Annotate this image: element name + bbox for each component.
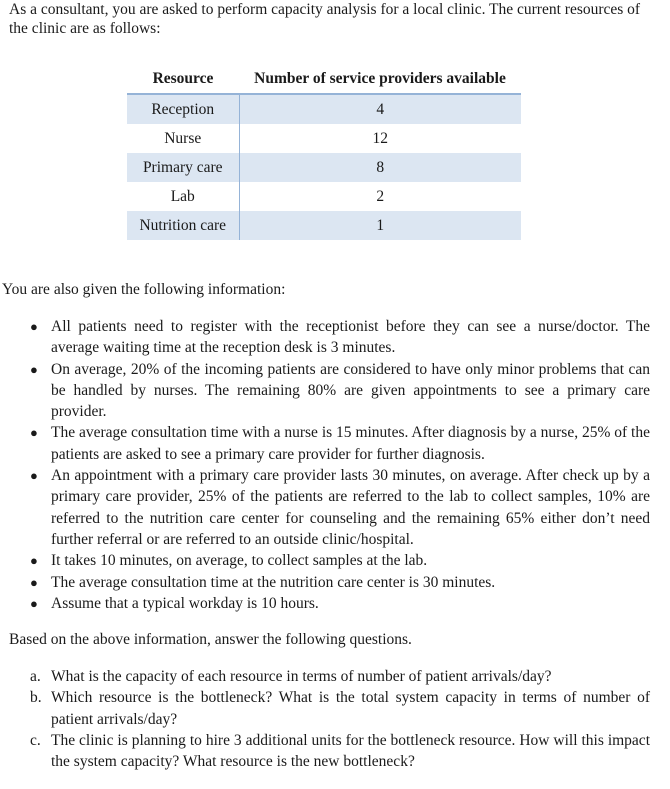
- intro-paragraph: As a consultant, you are asked to perform capacity analysis for a local clinic. The current resources of the clinic are as follows:: [9, 1, 641, 37]
- list-item: [30, 422, 650, 465]
- bullet-icon: ●: [30, 468, 38, 484]
- given-info-heading: You are also given the following information:: [2, 281, 286, 298]
- count-cell: 8: [239, 153, 521, 182]
- bullet-icon: ●: [30, 319, 38, 334]
- count-cell: 12: [372, 129, 388, 147]
- list-item-text: An appointment with a primary care provider lasts 30 minutes, on average. After check up by a primary care provider, 25% of the patients are referred to the lab to collect samples, 10% are referred to the nutrition care center for counseling and the remaining 65% either don’t need further referral or are referred to an outside clinic/hospital.: [51, 467, 650, 548]
- list-item-text: The average consultation time at the nutrition care center is 30 minutes.: [51, 573, 496, 591]
- list-item-text: Assume that a typical workday is 10 hours.: [51, 594, 319, 612]
- list-item-text: All patients need to register with the receptionist before they can see a nurse/doctor. The average waiting time at the reception desk is 3 minutes.: [51, 318, 650, 357]
- count-cell: 2: [376, 187, 385, 205]
- bullet-icon: ●: [30, 361, 38, 377]
- question-text: Which resource is the bottleneck? What is the total system capacity in terms of number of patient arrivals/day?: [51, 689, 650, 728]
- list-item: [30, 572, 650, 593]
- list-item: [30, 593, 650, 614]
- questions-list: [30, 666, 650, 772]
- question-item: [30, 730, 650, 773]
- resource-table: [127, 64, 521, 240]
- list-item: [30, 316, 650, 359]
- bullet-icon: ●: [30, 553, 38, 569]
- info-list: [30, 316, 650, 614]
- table-header-row: [127, 64, 521, 94]
- question-letter: a.: [30, 668, 41, 685]
- list-item-text: The average consultation time with a nurse is 15 minutes. After diagnosis by a nurse, 25% of the patients are asked to see a primary care provider for further diagnosis.: [51, 424, 650, 463]
- table-row: [127, 153, 521, 182]
- resource-cell: Nurse: [127, 124, 239, 153]
- list-item: [30, 550, 650, 571]
- question-item: [30, 666, 650, 687]
- table-row: [127, 124, 521, 153]
- table-row: [127, 211, 521, 240]
- table-row: [127, 94, 521, 124]
- count-cell: 4: [239, 94, 521, 124]
- resource-cell: Nutrition care: [127, 211, 239, 240]
- question-item: [30, 687, 650, 730]
- question-letter: c.: [30, 731, 41, 749]
- questions-heading: Based on the above information, answer the following questions.: [9, 631, 412, 648]
- table-row: [127, 182, 521, 211]
- resource-cell: Lab: [127, 182, 239, 211]
- question-text: The clinic is planning to hire 3 additional units for the bottleneck resource. How will this impact the system capacity? What resource is the new bottleneck?: [51, 731, 650, 771]
- question-text: What is the capacity of each resource in terms of number of patient arrivals/day?: [51, 668, 552, 685]
- list-item-text: It takes 10 minutes, on average, to collect samples at the lab.: [51, 552, 428, 570]
- count-cell: 1: [239, 211, 521, 240]
- question-letter: b.: [30, 689, 42, 707]
- resource-cell: Reception: [127, 94, 239, 124]
- header-resource: Resource: [152, 69, 214, 87]
- list-item: [30, 465, 650, 550]
- bullet-icon: ●: [30, 425, 38, 441]
- list-item-text: On average, 20% of the incoming patients are considered to have only minor problems that can be handled by nurses. The remaining 80% are given appointments to see a primary care provider.: [51, 360, 650, 421]
- bullet-icon: ●: [30, 595, 38, 611]
- header-count: Number of service providers available: [254, 69, 506, 87]
- resource-cell: Primary care: [127, 153, 239, 182]
- bullet-icon: ●: [30, 574, 38, 590]
- list-item: [30, 359, 650, 423]
